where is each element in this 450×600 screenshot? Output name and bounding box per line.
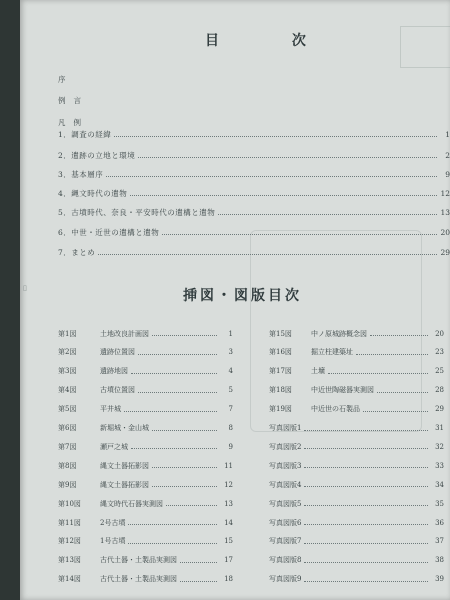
toc-item-page: 12 — [440, 188, 450, 198]
leader-dots — [131, 448, 217, 449]
figure-page: 28 — [435, 386, 444, 395]
figure-list-title: 挿図・図版目次 — [183, 288, 302, 304]
page-edge-mark: ▯ — [23, 284, 27, 292]
figure-list-item[interactable] — [269, 478, 444, 491]
figure-number: 写真図版8 — [269, 556, 302, 565]
figure-list-item[interactable] — [269, 573, 444, 586]
leader-dots — [304, 505, 428, 506]
toc-item-label: 6．中世・近世の遺構と遺物 — [58, 227, 160, 237]
leader-dots — [304, 430, 428, 431]
figure-number: 第16図 — [269, 348, 292, 357]
toc-item-label: 凡例 — [58, 117, 89, 127]
figure-list-item[interactable] — [269, 327, 444, 340]
figure-list-item[interactable] — [269, 516, 444, 529]
figure-number: 写真図版2 — [269, 442, 302, 451]
figure-number: 写真図版4 — [269, 480, 302, 489]
leader-dots — [106, 176, 437, 177]
toc-item[interactable] — [58, 148, 450, 162]
leader-dots — [131, 373, 217, 374]
leader-dots — [304, 543, 428, 544]
toc-item-page: 20 — [440, 227, 450, 237]
figure-page: 36 — [435, 518, 444, 527]
toc-item-page: 2 — [445, 150, 450, 160]
figure-page: 8 — [228, 424, 233, 432]
figure-page: 11 — [224, 461, 233, 470]
figure-list-item[interactable] — [269, 422, 444, 435]
figure-name: 縄文時代石器実測図 — [100, 499, 163, 508]
toc-item[interactable] — [58, 127, 450, 141]
figure-name: 中近世陶磁器実測図 — [311, 386, 374, 395]
figure-number: 写真図版3 — [269, 461, 302, 470]
figure-number: 第12図 — [58, 537, 81, 546]
figure-number: 第4図 — [58, 386, 77, 395]
figure-number: 第13図 — [58, 556, 81, 565]
toc-item-page: 9 — [445, 169, 450, 179]
toc-item-label: 序 — [58, 74, 74, 84]
figure-number: 写真図版6 — [269, 518, 302, 527]
leader-dots — [363, 411, 428, 412]
figure-number: 第17図 — [269, 367, 292, 376]
figure-name: 中ノ原城跡概念図 — [311, 329, 367, 338]
figure-list-item[interactable] — [58, 554, 233, 567]
toc-item[interactable] — [58, 93, 450, 107]
toc-item[interactable] — [58, 186, 450, 200]
figure-page: 1 — [228, 329, 233, 338]
figure-list-item[interactable] — [58, 478, 233, 491]
figure-page: 5 — [228, 386, 233, 395]
figure-name: 縄文土器拓影図 — [100, 461, 149, 470]
toc-item-label: 4．縄文時代の遺物 — [58, 188, 128, 198]
figure-number: 第9図 — [58, 480, 77, 489]
figure-page: 39 — [435, 575, 444, 584]
figure-list-item[interactable] — [58, 516, 233, 529]
leader-dots — [218, 214, 437, 215]
figure-list-item[interactable] — [58, 535, 233, 548]
figure-number: 写真図版1 — [269, 424, 302, 432]
figure-page: 4 — [228, 367, 233, 376]
leader-dots — [152, 467, 217, 468]
figure-number: 第19図 — [269, 405, 292, 414]
figure-page: 35 — [435, 499, 444, 508]
leader-dots — [356, 354, 428, 355]
figure-name: 土地改良計画図 — [100, 329, 149, 338]
figure-name: 瀬戸之城 — [100, 442, 128, 451]
figure-list-item[interactable] — [269, 346, 444, 359]
leader-dots — [152, 335, 217, 336]
figure-number: 第7図 — [58, 442, 77, 451]
toc-item-label: 例言 — [58, 95, 89, 105]
figure-name: 古代土器・土製品実測図 — [100, 575, 177, 584]
figure-list-item[interactable] — [58, 346, 233, 359]
leader-dots — [138, 157, 437, 158]
figure-name: 遺跡位置図 — [100, 348, 135, 357]
figure-page: 32 — [435, 442, 444, 451]
toc-item-page: 13 — [440, 207, 450, 217]
leader-dots — [180, 581, 217, 582]
figure-list-item[interactable] — [269, 440, 444, 453]
figure-number: 第3図 — [58, 367, 77, 376]
figure-list-item[interactable] — [269, 403, 444, 416]
figure-name: 新堀城・金山城 — [100, 424, 149, 432]
figure-page: 12 — [224, 480, 233, 489]
figure-number: 第14図 — [58, 575, 81, 584]
toc-item[interactable] — [58, 205, 450, 219]
figure-name: 1号古墳 — [100, 537, 126, 546]
leader-dots — [114, 136, 437, 137]
leader-dots — [166, 505, 217, 506]
figure-page: 20 — [435, 329, 444, 338]
figure-number: 第15図 — [269, 329, 292, 338]
figure-list-item[interactable] — [269, 554, 444, 567]
figure-list-item[interactable] — [58, 403, 233, 416]
figure-number: 第18図 — [269, 386, 292, 395]
figure-number: 第5図 — [58, 405, 77, 414]
toc-item-page: 29 — [440, 247, 450, 257]
figure-number: 写真図版9 — [269, 575, 302, 584]
leader-dots — [152, 430, 217, 431]
leader-dots — [304, 581, 428, 582]
figure-list-item[interactable] — [58, 365, 233, 378]
figure-page: 38 — [435, 556, 444, 565]
figure-list-item[interactable] — [269, 459, 444, 472]
figure-name: 遺跡地図 — [100, 367, 128, 376]
figure-page: 14 — [224, 518, 233, 527]
figure-name: 縄文土器拓影図 — [100, 480, 149, 489]
figure-number: 第8図 — [58, 461, 77, 470]
toc-item[interactable] — [58, 225, 450, 239]
figure-page: 31 — [435, 424, 444, 432]
figure-name: 平井城 — [100, 405, 121, 414]
figure-number: 第6図 — [58, 424, 77, 432]
figure-page: 17 — [224, 556, 233, 565]
leader-dots — [130, 195, 437, 196]
figure-list-item[interactable] — [58, 384, 233, 397]
toc-title: 目 次 — [205, 33, 340, 49]
leader-dots — [370, 335, 428, 336]
figure-name: 2号古墳 — [100, 518, 126, 527]
leader-dots — [138, 392, 217, 393]
leader-dots — [377, 392, 428, 393]
figure-page: 34 — [435, 480, 444, 489]
figure-page: 13 — [224, 499, 233, 508]
toc-item[interactable] — [58, 72, 450, 86]
leader-dots — [304, 467, 428, 468]
bleed-through-stamp — [400, 26, 450, 68]
figure-list-item[interactable] — [58, 459, 233, 472]
leader-dots — [124, 411, 217, 412]
figure-list-item[interactable] — [269, 535, 444, 548]
figure-list-item[interactable] — [58, 497, 233, 510]
figure-list-item[interactable] — [58, 440, 233, 453]
leader-dots — [128, 524, 217, 525]
toc-item-label: 7．まとめ — [58, 247, 96, 257]
figure-list-item[interactable] — [58, 422, 233, 435]
figure-list-item[interactable] — [269, 365, 444, 378]
figure-page: 18 — [224, 575, 233, 584]
leader-dots — [98, 254, 437, 255]
figure-name: 中近世の石製品 — [311, 405, 360, 414]
leader-dots — [180, 562, 217, 563]
figure-list-item[interactable] — [58, 573, 233, 586]
figure-page: 9 — [228, 442, 233, 451]
figure-name: 古墳位置図 — [100, 386, 135, 395]
figure-number: 写真図版7 — [269, 537, 302, 546]
figure-number: 第11図 — [58, 518, 81, 527]
leader-dots — [138, 354, 217, 355]
leader-dots — [304, 562, 428, 563]
toc-item[interactable] — [58, 167, 450, 181]
figure-page: 7 — [228, 405, 233, 414]
figure-page: 25 — [435, 367, 444, 376]
document-page — [20, 0, 450, 600]
leader-dots — [128, 543, 217, 544]
figure-list-item[interactable] — [269, 497, 444, 510]
leader-dots — [152, 486, 217, 487]
toc-item[interactable] — [58, 245, 450, 259]
leader-dots — [162, 234, 437, 235]
figure-page: 3 — [228, 348, 233, 357]
toc-item-label: 1．調査の経緯 — [58, 129, 112, 139]
figure-page: 37 — [435, 537, 444, 546]
figure-page: 29 — [435, 405, 444, 414]
toc-item-page: 1 — [445, 129, 450, 139]
figure-number: 写真図版5 — [269, 499, 302, 508]
figure-page: 23 — [435, 348, 444, 357]
toc-item-label: 5．古墳時代、奈良・平安時代の遺構と遺物 — [58, 207, 216, 217]
leader-dots — [328, 373, 428, 374]
toc-item-label: 2．遺跡の立地と環境 — [58, 150, 136, 160]
figure-page: 15 — [224, 537, 233, 546]
figure-number: 第2図 — [58, 348, 77, 357]
figure-number: 第10図 — [58, 499, 81, 508]
toc-item-label: 3．基本層序 — [58, 169, 104, 179]
figure-page: 33 — [435, 461, 444, 470]
figure-list-item[interactable] — [58, 327, 233, 340]
figure-list-item[interactable] — [269, 384, 444, 397]
figure-name: 古代土器・土製品実測図 — [100, 556, 177, 565]
figure-number: 第1図 — [58, 329, 77, 338]
leader-dots — [304, 486, 428, 487]
leader-dots — [304, 448, 428, 449]
leader-dots — [304, 524, 428, 525]
figure-name: 掘立柱建築址 — [311, 348, 353, 357]
figure-name: 土壙 — [311, 367, 325, 376]
